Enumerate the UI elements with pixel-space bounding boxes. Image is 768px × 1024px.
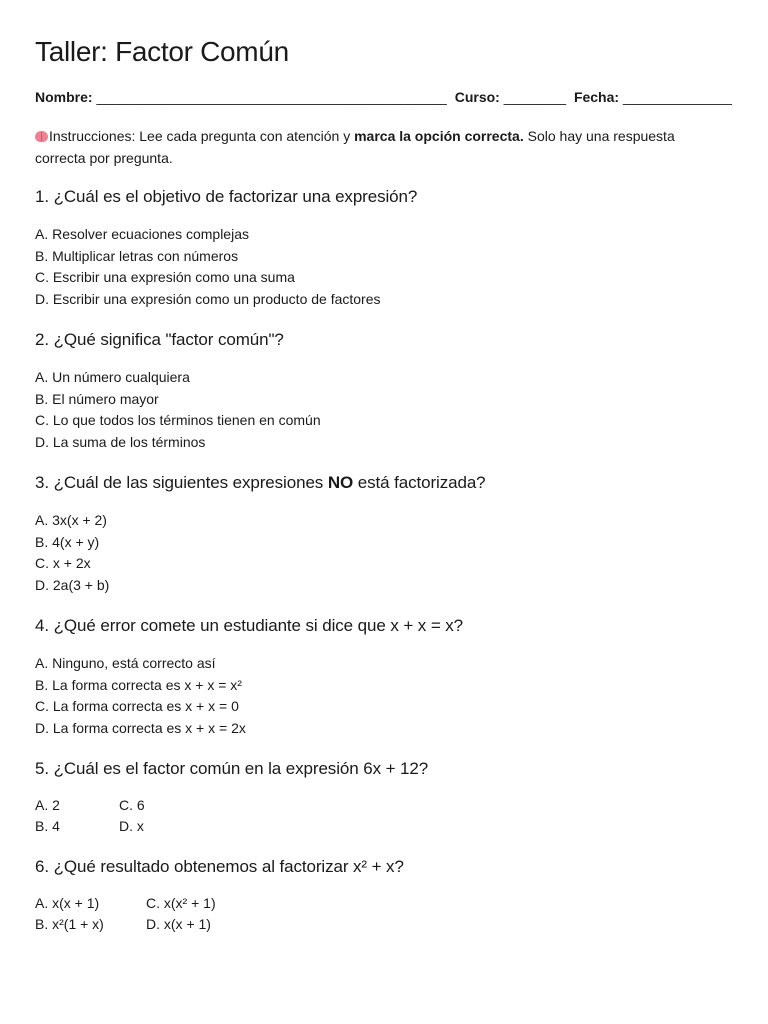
brain-icon <box>35 131 48 142</box>
option-list <box>35 510 735 596</box>
option-d[interactable]: D. x <box>119 818 144 834</box>
fecha-label: Fecha: <box>573 89 620 105</box>
option-a[interactable]: A. x(x + 1) <box>35 895 100 911</box>
option-d[interactable]: D. 2a(3 + b) <box>35 576 110 593</box>
question-6 <box>35 855 735 935</box>
option-c[interactable]: C. Escribir una expresión como una suma <box>35 269 295 285</box>
option-b[interactable]: B. x²(1 + x) <box>35 916 104 932</box>
question-title-post: está factorizada? <box>353 473 486 492</box>
option-d[interactable]: D. Escribir una expresión como un producto de factores <box>35 290 381 307</box>
option-c[interactable]: C. La forma correcta es x + x = 0 <box>35 698 239 714</box>
option-d[interactable]: D. x(x + 1) <box>146 916 211 932</box>
option-b[interactable]: B. El número mayor <box>35 390 159 407</box>
question-title-pre: 3. ¿Cuál de las siguientes expresiones <box>35 473 328 492</box>
question-title-bold: NO <box>327 473 354 492</box>
option-a[interactable]: A. 2 <box>35 797 60 813</box>
option-list <box>35 367 735 453</box>
option-list <box>35 224 735 310</box>
option-grid <box>35 795 735 837</box>
nombre-label: Nombre: <box>35 89 93 105</box>
option-b[interactable]: B. Multiplicar letras con números <box>35 247 239 264</box>
question-5 <box>35 757 735 837</box>
instructions-prefix: Instrucciones: Lee cada pregunta con atención y <box>49 128 355 144</box>
option-d[interactable]: D. La forma correcta es x + x = 2x <box>35 719 246 736</box>
option-c[interactable]: C. x(x² + 1) <box>146 895 216 911</box>
question-title: 5. ¿Cuál es el factor común en la expresión 6x + 12? <box>35 759 429 778</box>
option-c[interactable]: C. Lo que todos los términos tienen en común <box>35 412 321 428</box>
instructions-suffix: Solo hay una respuesta correcta por pregunta. <box>35 128 675 166</box>
fecha-field[interactable]: ______________ <box>622 89 732 105</box>
option-b[interactable]: B. La forma correcta es x + x = x² <box>35 676 242 693</box>
option-grid <box>35 893 735 935</box>
question-3 <box>35 471 735 596</box>
option-a[interactable]: A. Un número cualquiera <box>35 369 190 385</box>
option-list <box>35 653 735 739</box>
question-title: 1. ¿Cuál es el objetivo de factorizar una expresión? <box>35 187 418 206</box>
curso-field[interactable]: ________ <box>503 89 567 105</box>
option-c[interactable]: C. 6 <box>119 797 145 813</box>
option-d[interactable]: D. La suma de los términos <box>35 433 206 450</box>
instructions <box>35 125 715 169</box>
curso-label: Curso: <box>454 89 500 105</box>
question-title <box>35 471 735 495</box>
question-1 <box>35 185 735 310</box>
option-a[interactable]: A. 3x(x + 2) <box>35 512 107 528</box>
option-c[interactable]: C. x + 2x <box>35 555 91 571</box>
option-a[interactable]: A. Ninguno, está correcto así <box>35 655 216 671</box>
question-title: 2. ¿Qué significa "factor común"? <box>35 330 284 349</box>
option-b[interactable]: B. 4(x + y) <box>35 533 100 550</box>
question-title: 4. ¿Qué error comete un estudiante si dice que x + x = x? <box>35 616 464 635</box>
student-fields <box>35 89 736 105</box>
question-4 <box>35 614 735 739</box>
option-a[interactable]: A. Resolver ecuaciones complejas <box>35 226 249 242</box>
page-title: Taller: Factor Común <box>35 36 289 67</box>
instructions-bold: marca la opción correcta. <box>354 128 524 144</box>
option-b[interactable]: B. 4 <box>35 818 60 834</box>
question-title: 6. ¿Qué resultado obtenemos al factorizar x² + x? <box>35 857 404 876</box>
nombre-field[interactable]: _____________________________________________ <box>96 89 447 105</box>
question-2 <box>35 328 735 453</box>
